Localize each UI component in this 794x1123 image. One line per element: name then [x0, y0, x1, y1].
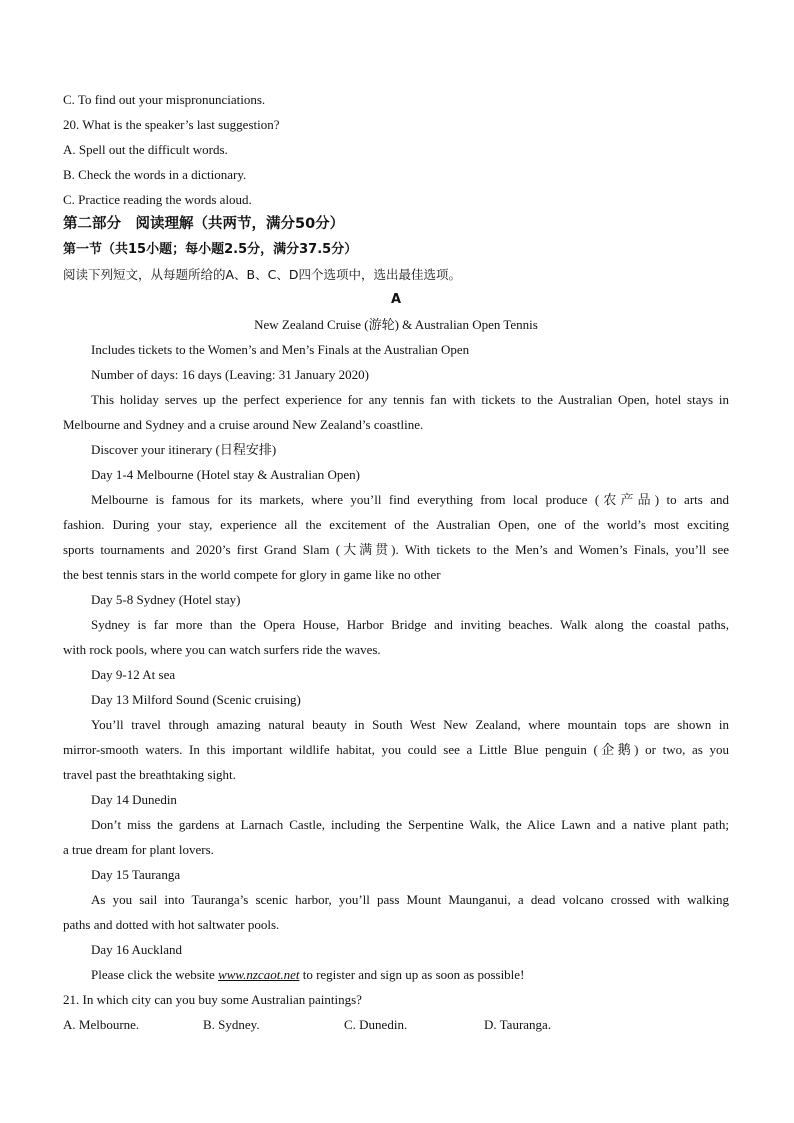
- passage-letter: A: [390, 292, 402, 307]
- q20-option-c: C. Practice reading the words aloud.: [63, 192, 252, 207]
- day13-line-3: travel past the breathtaking sight.: [63, 767, 236, 782]
- passage-days: Number of days: 16 days (Leaving: 31 January 2020): [91, 367, 369, 382]
- day5-line-2: with rock pools, where you can watch surfers ride the waves.: [63, 642, 381, 657]
- day13-line-1: You’ll travel through amazing natural beauty in South West New Zealand, where mountain tops are shown in: [91, 717, 729, 732]
- day1-line-4: the best tennis stars in the world compete for glory in game like no other: [63, 567, 441, 582]
- day1-line-3: sports tournaments and 2020’s first Grand Slam (大满贯). With tickets to the Men’s and Women’s Finals, you’ll see: [63, 542, 729, 557]
- q21-option-d: D. Tauranga.: [484, 1017, 552, 1032]
- q20-option-b: B. Check the words in a dictionary.: [63, 167, 247, 182]
- day15-heading: Day 15 Tauranga: [91, 867, 181, 882]
- q21-option-c: C. Dunedin.: [344, 1017, 408, 1032]
- day13-line-2: mirror-smooth waters. In this important wildlife habitat, you could see a Little Blue penguin (企鹅) or two, as you: [63, 742, 729, 757]
- section1-title: 第一节（共15小题；每小题2.5分，满分37.5分）: [63, 242, 358, 257]
- itinerary-heading: Discover your itinerary (日程安排): [91, 442, 277, 457]
- passage-title: New Zealand Cruise (游轮) & Australian Open Tennis: [254, 317, 538, 332]
- day13-heading: Day 13 Milford Sound (Scenic cruising): [91, 692, 301, 707]
- q20-stem: 20. What is the speaker’s last suggestion?: [63, 117, 280, 132]
- day14-heading: Day 14 Dunedin: [91, 792, 177, 807]
- website-link[interactable]: www.nzcaot.net: [218, 967, 300, 982]
- day5-line-1: Sydney is far more than the Opera House, Harbor Bridge and inviting beaches. Walk along the coastal paths,: [91, 617, 729, 632]
- passage-includes: Includes tickets to the Women’s and Men’s Finals at the Australian Open: [91, 342, 470, 357]
- day16-heading: Day 16 Auckland: [91, 942, 182, 957]
- q21-stem: 21. In which city can you buy some Australian paintings?: [63, 992, 362, 1007]
- exam-page: [63, 87, 729, 1037]
- q19-option-c: C. To find out your mispronunciations.: [63, 92, 266, 107]
- cta-text-before: Please click the website: [91, 967, 219, 982]
- day1-heading: Day 1-4 Melbourne (Hotel stay & Australian Open): [91, 467, 360, 482]
- day5-heading: Day 5-8 Sydney (Hotel stay): [91, 592, 241, 607]
- day15-line-1: As you sail into Tauranga’s scenic harbor, you’ll pass Mount Maunganui, a dead volcano crossed with walking: [91, 892, 729, 907]
- day14-line-1: Don’t miss the gardens at Larnach Castle, including the Serpentine Walk, the Alice Lawn and a native plant path;: [91, 817, 729, 832]
- instruction: 阅读下列短文，从每题所给的A、B、C、D四个选项中，选出最佳选项。: [63, 267, 461, 282]
- day1-line-2: fashion. During your stay, experience all the excitement of the Australian Open, one of the world’s most exciting: [63, 517, 729, 532]
- cta-text-after: to register and sign up as soon as possible!: [299, 967, 525, 982]
- day14-line-2: a true dream for plant lovers.: [63, 842, 214, 857]
- q21-options: [63, 1012, 729, 1037]
- day1-line-1: Melbourne is famous for its markets, where you’ll find everything from local produce (农产品) to arts and: [91, 492, 729, 507]
- q21-option-b: B. Sydney.: [203, 1017, 260, 1032]
- q21-option-a: A. Melbourne.: [63, 1017, 140, 1032]
- part2-title: 第二部分 阅读理解（共两节，满分50分）: [63, 216, 345, 232]
- intro-line-1: This holiday serves up the perfect experience for any tennis fan with tickets to the Australian Open, hotel stays in: [91, 392, 729, 407]
- day15-line-2: paths and dotted with hot saltwater pools.: [63, 917, 280, 932]
- day9-heading: Day 9-12 At sea: [91, 667, 176, 682]
- call-to-action: [63, 962, 729, 987]
- intro-line-2: Melbourne and Sydney and a cruise around New Zealand’s coastline.: [63, 417, 424, 432]
- q20-option-a: A. Spell out the difficult words.: [63, 142, 228, 157]
